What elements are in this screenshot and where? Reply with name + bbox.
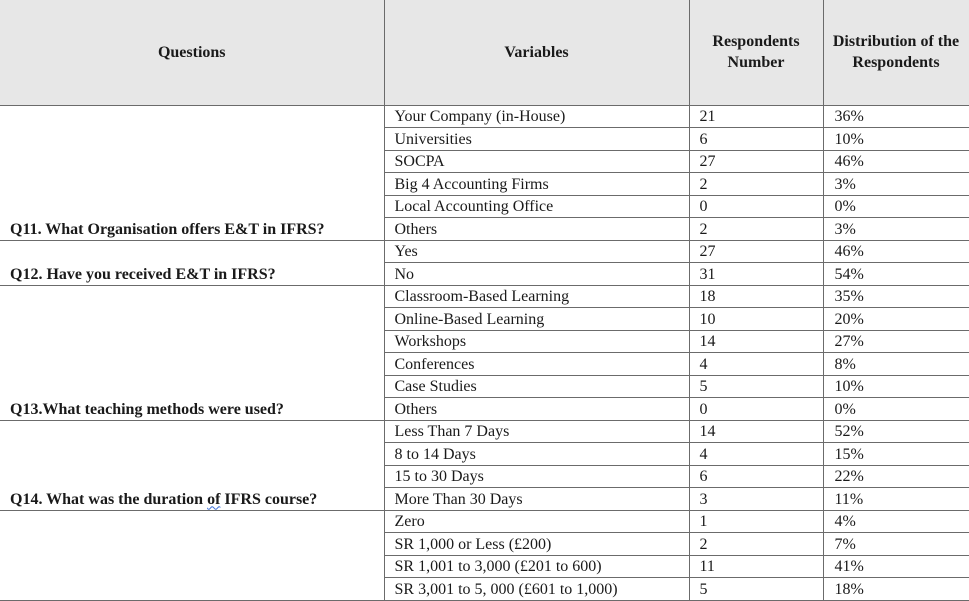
variable-cell: SR 3,001 to 5, 000 (£601 to 1,000) <box>384 578 689 601</box>
table-row <box>0 240 969 263</box>
percent-cell: 36% <box>823 105 969 128</box>
question-cell-q14 <box>0 420 384 510</box>
question-cell-q13: Q13.What teaching methods were used? <box>0 285 384 420</box>
number-cell: 6 <box>689 465 823 488</box>
variable-cell: 8 to 14 Days <box>384 443 689 466</box>
header-row <box>0 0 969 105</box>
table-row <box>0 420 969 443</box>
percent-cell: 11% <box>823 488 969 511</box>
variable-cell: Online-Based Learning <box>384 308 689 331</box>
percent-cell: 22% <box>823 465 969 488</box>
number-cell: 14 <box>689 330 823 353</box>
variable-cell: Others <box>384 218 689 241</box>
number-cell: 21 <box>689 105 823 128</box>
table-row <box>0 105 969 128</box>
variable-cell: Universities <box>384 128 689 151</box>
percent-cell: 35% <box>823 285 969 308</box>
number-cell: 2 <box>689 533 823 556</box>
variable-cell: Big 4 Accounting Firms <box>384 173 689 196</box>
number-cell: 27 <box>689 240 823 263</box>
number-cell: 14 <box>689 420 823 443</box>
question-cell-q15 <box>0 510 384 600</box>
percent-cell: 27% <box>823 330 969 353</box>
variable-cell: Yes <box>384 240 689 263</box>
percent-cell: 52% <box>823 420 969 443</box>
number-cell: 31 <box>689 263 823 286</box>
percent-cell: 10% <box>823 128 969 151</box>
question-q14-part-1: Q14. What was the duration <box>10 490 208 508</box>
percent-cell: 10% <box>823 375 969 398</box>
number-cell: 2 <box>689 173 823 196</box>
variable-cell: Conferences <box>384 353 689 376</box>
table-row <box>0 285 969 308</box>
variable-cell: Your Company (in-House) <box>384 105 689 128</box>
variable-cell: Less Than 7 Days <box>384 420 689 443</box>
variable-cell: SR 1,000 or Less (£200) <box>384 533 689 556</box>
percent-cell: 41% <box>823 555 969 578</box>
number-cell: 18 <box>689 285 823 308</box>
variable-cell: Workshops <box>384 330 689 353</box>
variable-cell: 15 to 30 Days <box>384 465 689 488</box>
variable-cell: Local Accounting Office <box>384 195 689 218</box>
percent-cell: 15% <box>823 443 969 466</box>
header-variables: Variables <box>384 0 689 105</box>
percent-cell: 7% <box>823 533 969 556</box>
number-cell: 3 <box>689 488 823 511</box>
number-cell: 2 <box>689 218 823 241</box>
percent-cell: 4% <box>823 510 969 533</box>
header-questions: Questions <box>0 0 384 105</box>
number-cell: 5 <box>689 375 823 398</box>
percent-cell: 8% <box>823 353 969 376</box>
variable-cell: Case Studies <box>384 375 689 398</box>
variable-cell: Zero <box>384 510 689 533</box>
number-cell: 4 <box>689 353 823 376</box>
percent-cell: 0% <box>823 398 969 421</box>
table-row <box>0 510 969 533</box>
variable-cell: No <box>384 263 689 286</box>
question-cell-q11: Q11. What Organisation offers E&T in IFRS? <box>0 105 384 240</box>
number-cell: 10 <box>689 308 823 331</box>
number-cell: 6 <box>689 128 823 151</box>
percent-cell: 18% <box>823 578 969 601</box>
number-cell: 11 <box>689 555 823 578</box>
header-respondents-number: Respondents Number <box>689 0 823 105</box>
variable-cell: SOCPA <box>384 150 689 173</box>
number-cell: 5 <box>689 578 823 601</box>
number-cell: 27 <box>689 150 823 173</box>
percent-cell: 3% <box>823 173 969 196</box>
percent-cell: 46% <box>823 240 969 263</box>
question-cell-q12: Q12. Have you received E&T in IFRS? <box>0 240 384 285</box>
number-cell: 0 <box>689 398 823 421</box>
variable-cell: Classroom-Based Learning <box>384 285 689 308</box>
number-cell: 0 <box>689 195 823 218</box>
variable-cell: SR 1,001 to 3,000 (£201 to 600) <box>384 555 689 578</box>
variable-cell: More Than 30 Days <box>384 488 689 511</box>
percent-cell: 0% <box>823 195 969 218</box>
percent-cell: 54% <box>823 263 969 286</box>
percent-cell: 20% <box>823 308 969 331</box>
question-q14-part-2: IFRS course? <box>220 490 318 508</box>
variable-cell: Others <box>384 398 689 421</box>
number-cell: 1 <box>689 510 823 533</box>
percent-cell: 46% <box>823 150 969 173</box>
header-distribution: Distribution of the Respondents <box>823 0 969 105</box>
number-cell: 4 <box>689 443 823 466</box>
percent-cell: 3% <box>823 218 969 241</box>
spellcheck-underlined-word: of <box>207 490 221 508</box>
